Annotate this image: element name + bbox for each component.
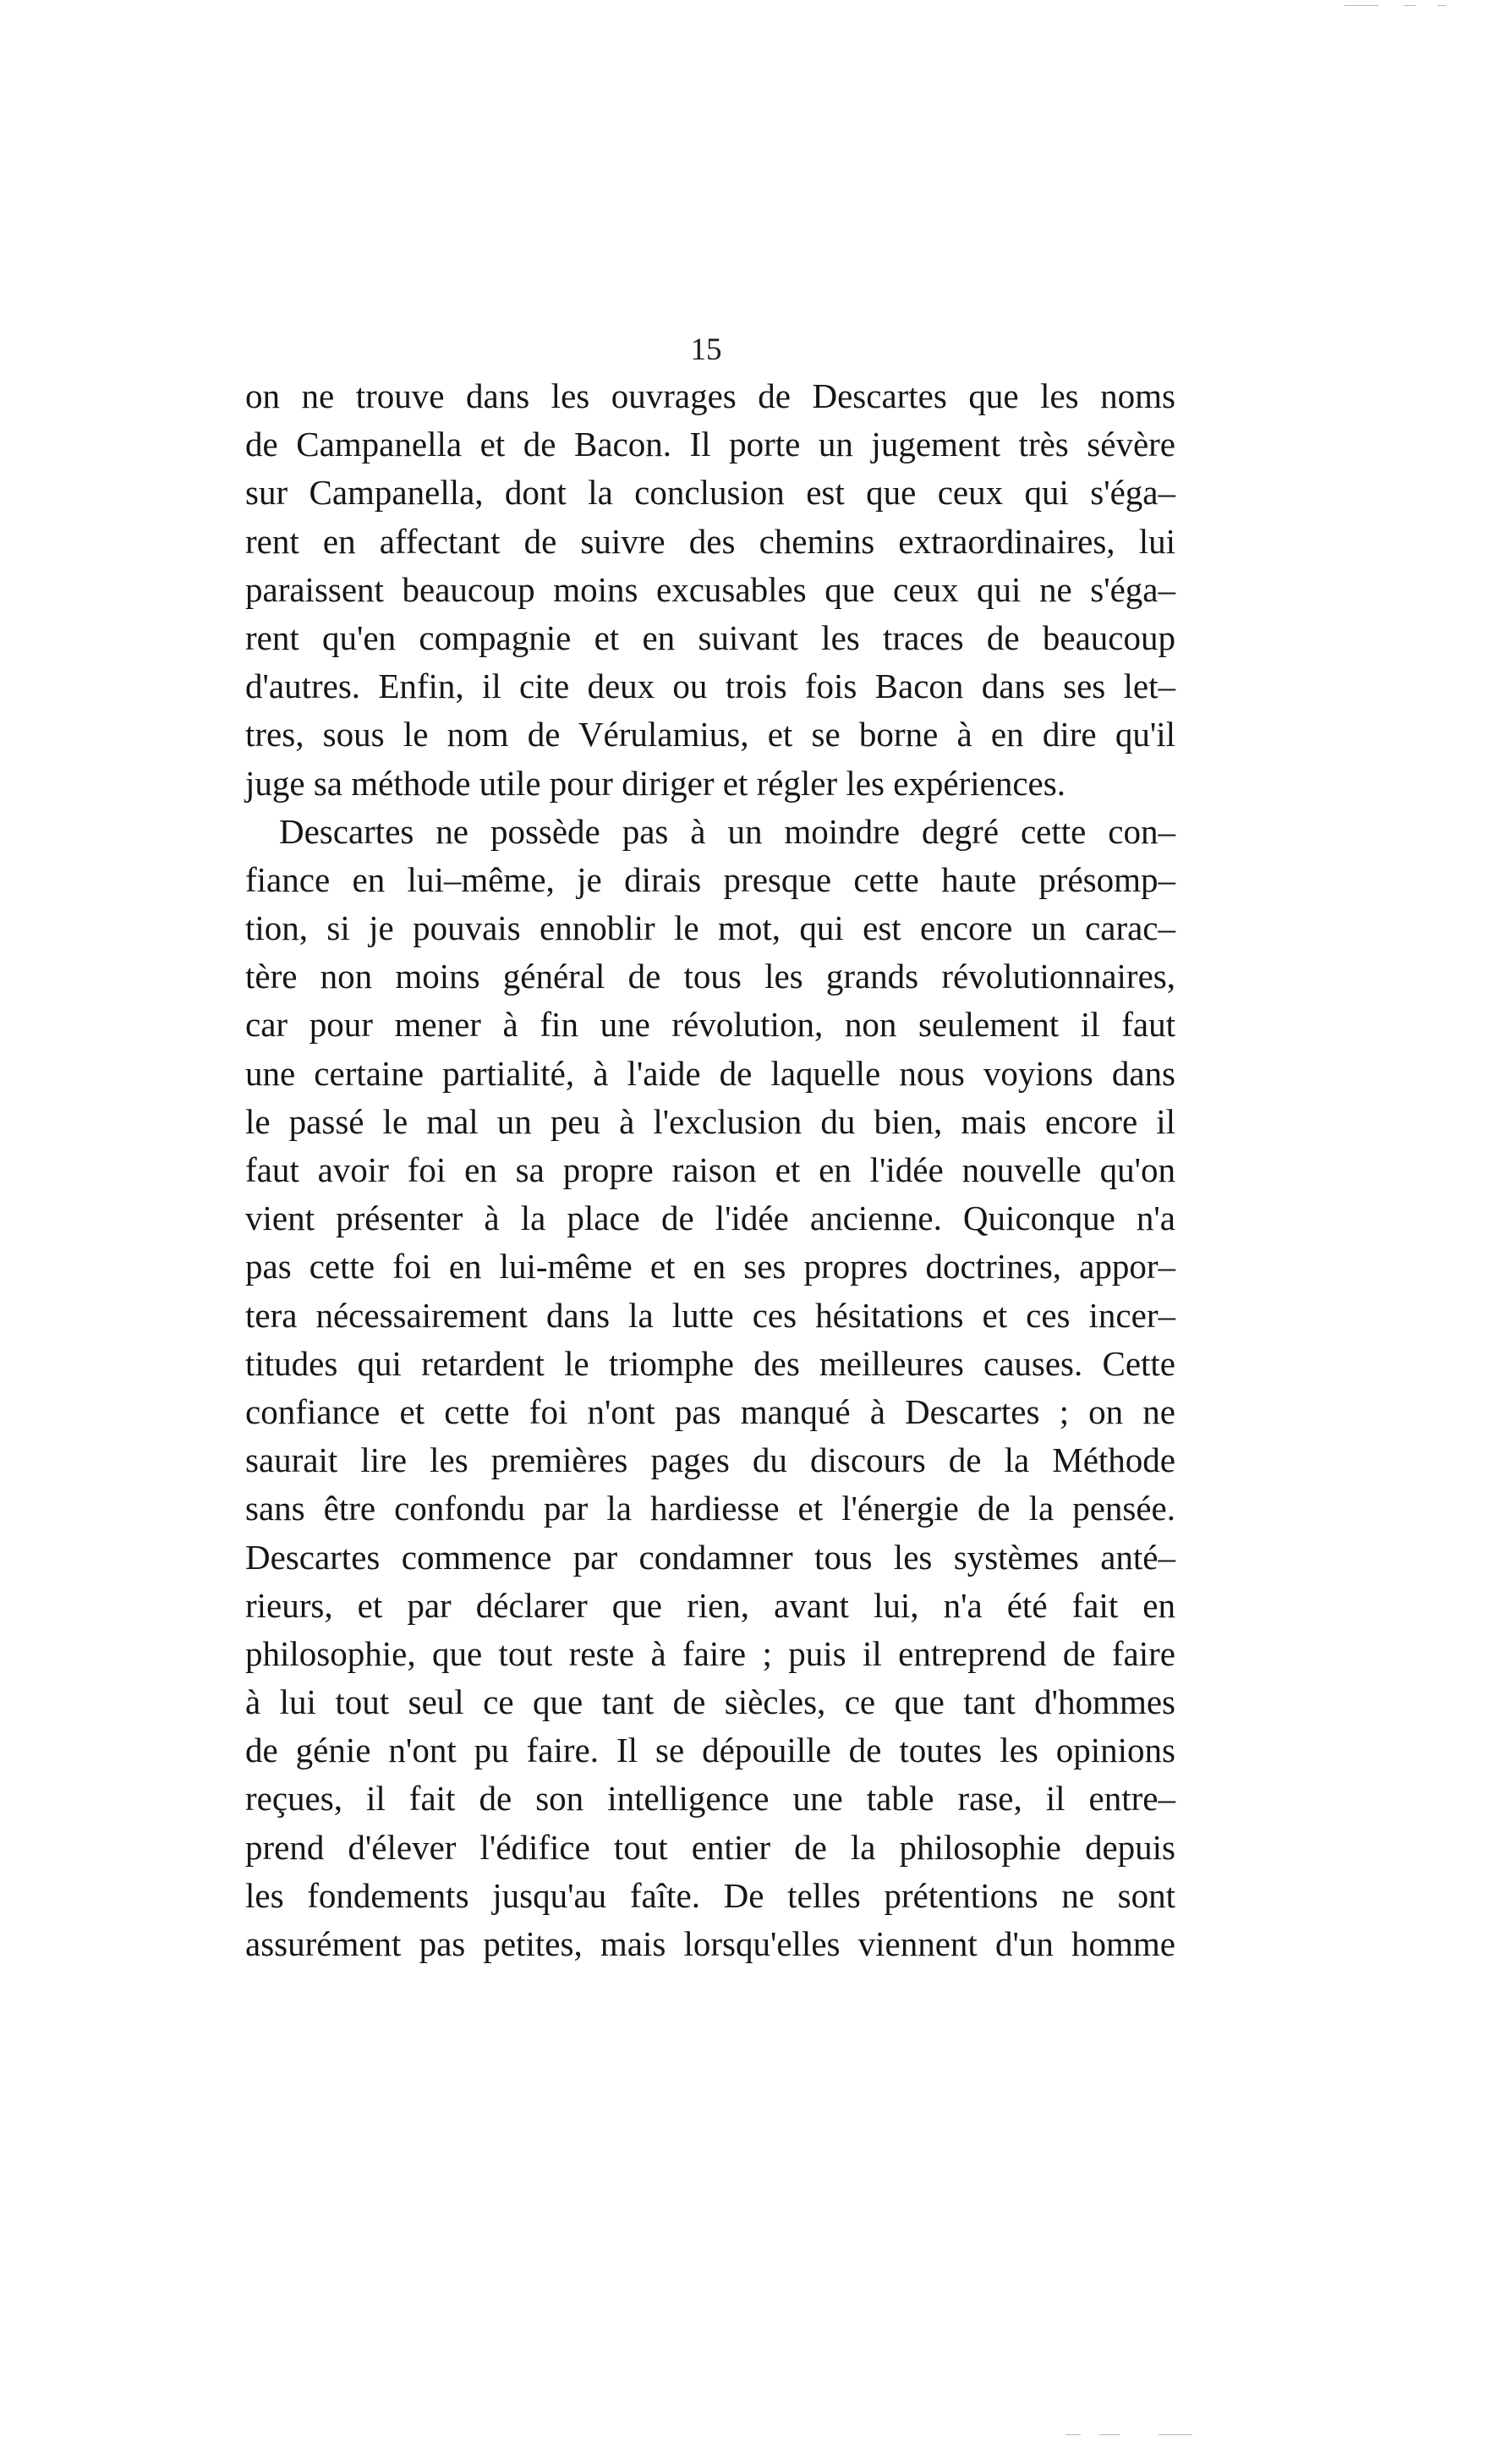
paragraph-2 xyxy=(245,808,1175,1969)
scan-artifact-bottom-3 xyxy=(1159,2434,1192,2435)
text-line: on ne trouve dans les ouvrages de Descartes que les noms xyxy=(245,376,1175,415)
text-line: une certaine partialité, à l'aide de laquelle nous voyions dans xyxy=(245,1053,1175,1093)
paragraph-1 xyxy=(245,372,1175,808)
text-line: les fondements jusqu'au faîte. De telles prétentions ne sont xyxy=(245,1875,1175,1915)
text-line: tère non moins général de tous les grands révolutionnaires, xyxy=(245,957,1175,996)
text-line: Descartes commence par condamner tous les systèmes anté– xyxy=(245,1537,1175,1577)
text-line: tres, sous le nom de Vérulamius, et se borne à en dire qu'il xyxy=(245,715,1175,754)
text-line: à lui tout seul ce que tant de siècles, ce que tant d'hommes xyxy=(245,1682,1175,1722)
text-line: de Campanella et de Bacon. Il porte un jugement très sévère xyxy=(245,425,1175,464)
text-line: saurait lire les premières pages du discours de la Méthode xyxy=(245,1440,1175,1480)
scan-artifact-bottom xyxy=(1066,2434,1081,2435)
text-line: tera nécessairement dans la lutte ces hésitations et ces incer– xyxy=(245,1295,1175,1335)
text-line: Descartes ne possède pas à un moindre degré cette con– xyxy=(279,811,1175,851)
text-line: sans être confondu par la hardiesse et l'énergie de la pensée. xyxy=(245,1489,1175,1528)
scan-artifact-bottom-2 xyxy=(1099,2434,1120,2435)
text-line: vient présenter à la place de l'idée ancienne. Quiconque n'a xyxy=(245,1199,1175,1238)
page-number: 15 xyxy=(690,332,722,367)
text-line: pas cette foi en lui-même et en ses propres doctrines, appor– xyxy=(245,1247,1175,1287)
text-line: assurément pas petites, mais lorsqu'elles viennent d'un homme xyxy=(245,1924,1175,1963)
scan-artifact-top-right-2 xyxy=(1404,5,1416,6)
scan-artifact-top-right xyxy=(1345,5,1378,6)
scan-artifact-top-right-3 xyxy=(1438,5,1446,6)
text-line: fiance en lui–même, je dirais presque cette haute présomp– xyxy=(245,859,1175,899)
text-line: car pour mener à fin une révolution, non seulement il faut xyxy=(245,1005,1175,1045)
text-line: reçues, il fait de son intelligence une table rase, il entre– xyxy=(245,1779,1175,1819)
text-line: rent en affectant de suivre des chemins extraordinaires, lui xyxy=(245,521,1175,561)
text-line: faut avoir foi en sa propre raison et en l'idée nouvelle qu'on xyxy=(245,1150,1175,1189)
text-line: prend d'élever l'édifice tout entier de la philosophie depuis xyxy=(245,1827,1175,1867)
body-text xyxy=(245,372,1175,1968)
text-line: tion, si je pouvais ennoblir le mot, qui est encore un carac– xyxy=(245,908,1175,948)
text-line: d'autres. Enfin, il cite deux ou trois fois Bacon dans ses let– xyxy=(245,667,1175,706)
text-line: confiance et cette foi n'ont pas manqué à Descartes ; on ne xyxy=(245,1391,1175,1431)
text-line: juge sa méthode utile pour diriger et régler les expériences. xyxy=(245,763,1066,803)
text-line: le passé le mal un peu à l'exclusion du bien, mais encore il xyxy=(245,1101,1175,1141)
text-line: sur Campanella, dont la conclusion est que ceux qui s'éga– xyxy=(245,473,1175,513)
text-line: philosophie, que tout reste à faire ; puis il entreprend de faire xyxy=(245,1633,1175,1673)
text-line: paraissent beaucoup moins excusables que ceux qui ne s'éga– xyxy=(245,569,1175,609)
text-line: rieurs, et par déclarer que rien, avant lui, n'a été fait en xyxy=(245,1585,1175,1625)
text-line: titudes qui retardent le triomphe des meilleures causes. Cette xyxy=(245,1343,1175,1383)
text-line: de génie n'ont pu faire. Il se dépouille de toutes les opinions xyxy=(245,1731,1175,1770)
text-line: rent qu'en compagnie et en suivant les traces de beaucoup xyxy=(245,617,1175,657)
